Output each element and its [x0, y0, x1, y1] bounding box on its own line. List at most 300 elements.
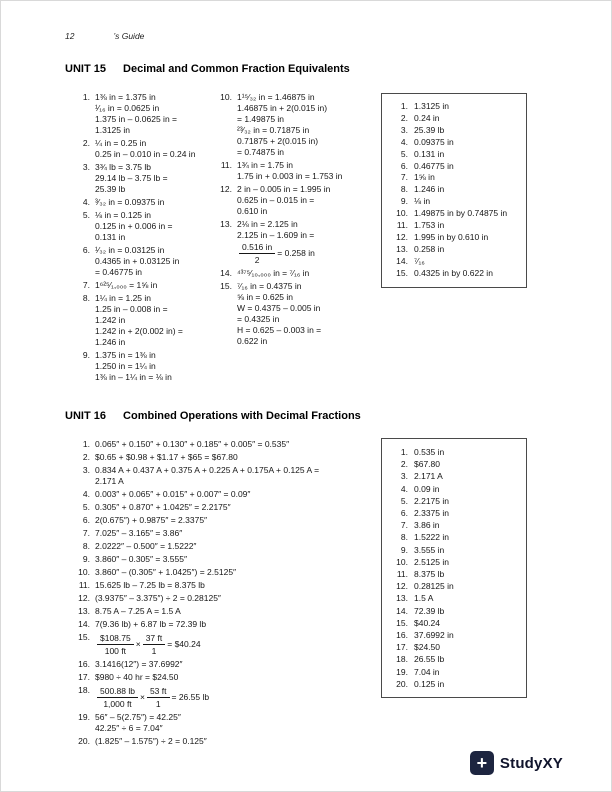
page-header	[65, 31, 144, 41]
item-number: 1.	[82, 92, 90, 102]
fraction: $\frac{0.516 in}{2}$	[239, 242, 275, 265]
unit15-work-column-1	[73, 92, 219, 385]
work-line: 1.25 in – 0.008 in =	[95, 304, 168, 314]
item-lines	[95, 593, 379, 604]
unit15-answer-box	[381, 93, 527, 288]
answer-number: 1.	[400, 447, 408, 457]
work-item	[215, 160, 383, 182]
line-text: ×	[135, 639, 141, 649]
work-line: ¹⁄₁₆ in = 0.0625 in	[95, 103, 160, 113]
answer-row	[390, 113, 518, 125]
work-line: 2⅛ in = 2.125 in	[237, 219, 298, 229]
work-line	[95, 632, 379, 657]
answer-text: 0.131 in	[414, 148, 445, 159]
work-line: 2.171 A	[95, 476, 124, 486]
work-item	[73, 736, 379, 747]
answer-row	[390, 617, 518, 629]
item-number: 10.	[78, 567, 90, 577]
work-item	[215, 184, 383, 217]
work-line: 0.625 in – 0.015 in =	[237, 195, 315, 205]
work-line: 1.242 in	[95, 315, 126, 325]
work-line	[237, 241, 383, 266]
item-lines	[95, 502, 379, 513]
answer-number: 2.	[400, 459, 408, 470]
work-item	[73, 685, 379, 710]
work-line: ⁷⁄₁₆ in = 0.4375 in	[237, 281, 302, 291]
work-line: 1.375 in = 1⅜ in	[95, 350, 156, 360]
answer-text: 0.125 in	[414, 678, 445, 689]
answer-row	[390, 149, 518, 161]
work-item	[73, 659, 379, 670]
work-item	[73, 502, 379, 513]
answer-row	[390, 101, 518, 113]
item-lines	[95, 465, 379, 487]
work-line: 3.860″ – (0.305″ + 1.0425″) = 2.5125″	[95, 567, 237, 577]
answer-number: 15.	[396, 267, 408, 278]
answer-row	[390, 641, 518, 653]
item-number: 2.	[82, 138, 90, 148]
answer-text: 1.49875 in by 0.74875 in	[414, 208, 508, 219]
work-line: 1¾ in = 1.75 in	[237, 160, 294, 170]
item-lines	[95, 138, 219, 160]
answer-text: 0.24 in	[414, 112, 440, 123]
work-item	[73, 489, 379, 500]
answer-number: 11.	[396, 569, 408, 580]
item-number: 10.	[220, 92, 232, 102]
item-number: 5.	[82, 502, 90, 512]
work-item	[215, 268, 383, 279]
work-line: = 0.4325 in	[237, 314, 280, 324]
work-line: ⅝ in = 0.625 in	[237, 292, 294, 302]
item-lines	[95, 452, 379, 463]
work-line: 0.25 in – 0.010 in = 0.24 in	[95, 149, 196, 159]
work-line: $980 ÷ 40 hr = $24.50	[95, 672, 179, 682]
answer-number: 4.	[400, 483, 408, 494]
unit15-work-column-2	[215, 92, 383, 349]
unit16-label: UNIT 16	[65, 410, 106, 422]
work-line: 2 in – 0.005 in = 1.995 in	[237, 184, 331, 194]
answer-row	[390, 556, 518, 568]
work-item	[73, 606, 379, 617]
work-item	[73, 567, 379, 578]
item-number: 19.	[78, 712, 90, 722]
work-item	[73, 280, 219, 291]
work-line: 0.125 in + 0.006 in =	[95, 221, 173, 231]
work-line: 2.125 in – 1.609 in =	[237, 230, 315, 240]
work-item	[73, 554, 379, 565]
work-line: 2.0222″ – 0.500″ = 1.5222″	[95, 541, 197, 551]
item-lines	[95, 489, 379, 500]
item-lines	[95, 92, 219, 136]
item-lines	[95, 659, 379, 670]
work-line: 3¾ lb = 3.75 lb	[95, 162, 152, 172]
item-lines	[95, 541, 379, 552]
item-number: 4.	[82, 197, 90, 207]
item-lines	[95, 293, 219, 348]
work-line: 1.242 in + 2(0.002 in) =	[95, 326, 183, 336]
item-lines	[95, 350, 219, 383]
answer-row	[390, 483, 518, 495]
work-item	[73, 452, 379, 463]
work-line: = 1.49875 in	[237, 114, 285, 124]
answer-number: 3.	[400, 124, 408, 135]
work-item	[73, 541, 379, 552]
item-lines	[95, 245, 219, 278]
work-line: 1¼ in = 1.25 in	[95, 293, 152, 303]
unit15-title	[65, 63, 350, 75]
answer-number: 9.	[400, 544, 408, 555]
answer-number: 15.	[396, 617, 408, 628]
work-line: = 0.46775 in	[95, 267, 143, 277]
answer-number: 10.	[396, 208, 408, 219]
work-line: 0.065″ + 0.150″ + 0.130″ + 0.185″ + 0.005″ = 0.535″	[95, 439, 290, 449]
answer-text: 3.555 in	[414, 544, 445, 555]
item-lines	[95, 619, 379, 630]
answer-number: 14.	[396, 255, 408, 266]
answer-row	[390, 184, 518, 196]
answer-row	[390, 172, 518, 184]
line-text: ×	[139, 692, 145, 702]
answer-row	[390, 580, 518, 592]
item-lines	[95, 606, 379, 617]
work-line: ⁴³⁷⁵⁄₁₀,₀₀₀ in = ⁷⁄₁₆ in	[237, 268, 310, 278]
item-number: 1.	[82, 439, 90, 449]
work-line: (1.825″ – 1.575″) ÷ 2 = 0.125″	[95, 736, 207, 746]
item-lines	[237, 92, 383, 158]
answer-row	[390, 507, 518, 519]
item-number: 14.	[220, 268, 232, 278]
item-number: 3.	[82, 465, 90, 475]
answer-row	[390, 196, 518, 208]
item-lines	[237, 160, 383, 182]
work-line: 7.025″ – 3.165″ = 3.86″	[95, 528, 183, 538]
work-line: 3.860″ – 0.305″ = 3.555″	[95, 554, 187, 564]
item-number: 7.	[82, 528, 90, 538]
work-line: 0.834 A + 0.437 A + 0.375 A + 0.225 A + 0.175A + 0.125 A =	[95, 465, 320, 475]
work-line: 1⁶²⁵⁄₁,₀₀₀ = 1⅝ in	[95, 280, 158, 290]
work-item	[73, 210, 219, 243]
answer-number: 10.	[396, 556, 408, 567]
work-line: 15.625 lb – 7.25 lb = 8.375 lb	[95, 580, 205, 590]
work-item	[73, 632, 379, 657]
answer-number: 5.	[400, 495, 408, 506]
answer-number: 7.	[400, 520, 408, 531]
answer-number: 17.	[396, 642, 408, 653]
answer-text: 25.39 lb	[414, 124, 445, 135]
item-lines	[95, 439, 379, 450]
item-lines	[95, 197, 219, 208]
work-line	[95, 685, 379, 710]
item-number: 9.	[82, 350, 90, 360]
answer-row	[390, 256, 518, 268]
item-lines	[95, 515, 379, 526]
answer-text: 0.258 in	[414, 243, 445, 254]
answer-row	[390, 268, 518, 280]
work-line: (3.9375″ – 3.375″) ÷ 2 = 0.28125″	[95, 593, 221, 603]
plus-icon: +	[470, 751, 494, 775]
answer-text: 2.5125 in	[414, 556, 449, 567]
item-number: 15.	[220, 281, 232, 291]
item-lines	[95, 712, 379, 734]
answer-text: 37.6992 in	[414, 630, 454, 641]
work-line: 1¹⁵⁄₃₂ in = 1.46875 in	[237, 92, 315, 102]
unit15-label: UNIT 15	[65, 63, 106, 75]
work-line: 56″ – 5(2.75″) = 42.25″	[95, 712, 181, 722]
answer-row	[390, 653, 518, 665]
work-line: ³⁄₃₂ in = 0.09375 in	[95, 197, 165, 207]
answer-row	[390, 446, 518, 458]
answer-number: 8.	[400, 532, 408, 543]
work-item	[215, 281, 383, 347]
answer-text: ⅛ in	[414, 196, 431, 207]
work-item	[73, 580, 379, 591]
item-lines	[95, 580, 379, 591]
answer-number: 2.	[400, 112, 408, 123]
work-line: 29.14 lb – 3.75 lb =	[95, 173, 168, 183]
work-item	[73, 439, 379, 450]
work-item	[73, 465, 379, 487]
item-number: 17.	[78, 672, 90, 682]
work-line: 1.246 in	[95, 337, 126, 347]
fraction: $\frac{53 ft}{1}$	[147, 686, 170, 709]
work-line: 7(9.36 lb) + 6.87 lb = 72.39 lb	[95, 619, 207, 629]
answer-row	[390, 125, 518, 137]
answer-text: 1.3125 in	[414, 101, 449, 111]
work-item	[215, 92, 383, 158]
item-number: 8.	[82, 541, 90, 551]
item-number: 16.	[78, 659, 90, 669]
answer-number: 5.	[400, 148, 408, 159]
work-item	[73, 515, 379, 526]
answer-text: 7.04 in	[414, 666, 440, 677]
answer-row	[390, 544, 518, 556]
studyxy-logo	[470, 751, 563, 775]
answer-row	[390, 666, 518, 678]
item-number: 3.	[82, 162, 90, 172]
work-line: 0.610 in	[237, 206, 268, 216]
unit16-answer-box	[381, 438, 527, 698]
work-line: 0.003″ + 0.065″ + 0.015″ + 0.007″ = 0.09″	[95, 489, 251, 499]
work-line: H = 0.625 – 0.003 in =	[237, 325, 322, 335]
work-line: ¹⁄₃₂ in = 0.03125 in	[95, 245, 165, 255]
work-item	[73, 619, 379, 630]
work-item	[73, 672, 379, 683]
answer-row	[390, 519, 518, 531]
item-lines	[95, 554, 379, 565]
answer-row	[390, 495, 518, 507]
work-item	[73, 138, 219, 160]
work-item	[73, 293, 219, 348]
answer-number: 12.	[396, 231, 408, 242]
work-line: = 0.74875 in	[237, 147, 285, 157]
item-lines	[237, 184, 383, 217]
answer-text: 1.753 in	[414, 220, 445, 231]
answer-text: 26.55 lb	[414, 654, 445, 665]
work-line: 3.1416(12″) = 37.6992″	[95, 659, 183, 669]
answer-text: ⁷⁄₁₆	[414, 255, 425, 266]
work-line: 0.4365 in + 0.03125 in	[95, 256, 180, 266]
line-text: = 0.258 in	[277, 248, 315, 258]
answer-row	[390, 592, 518, 604]
work-line: 8.75 A – 7.25 A = 1.5 A	[95, 606, 181, 616]
unit16-work-column	[73, 439, 379, 749]
work-line: 0.622 in	[237, 336, 268, 346]
item-number: 18.	[78, 685, 90, 695]
answer-text: 2.3375 in	[414, 508, 449, 519]
work-line: 1⅜ in = 1.375 in	[95, 92, 156, 102]
answer-row	[390, 568, 518, 580]
answer-text: 1⅝ in	[414, 172, 435, 183]
answer-number: 6.	[400, 160, 408, 171]
item-number: 6.	[82, 515, 90, 525]
item-lines	[95, 567, 379, 578]
item-number: 2.	[82, 452, 90, 462]
item-number: 9.	[82, 554, 90, 564]
answer-number: 13.	[396, 243, 408, 254]
item-number: 11.	[220, 160, 232, 170]
work-line: 0.131 in	[95, 232, 126, 242]
answer-text: 72.39 lb	[414, 605, 445, 616]
answer-number: 14.	[396, 605, 408, 616]
answer-text: 1.5 A	[414, 593, 434, 604]
item-lines	[95, 280, 219, 291]
unit16-subtitle: Combined Operations with Decimal Fractions	[123, 410, 361, 422]
answer-number: 3.	[400, 471, 408, 482]
line-text: = $40.24	[167, 639, 201, 649]
answer-number: 8.	[400, 184, 408, 195]
answer-row	[390, 161, 518, 173]
item-lines	[95, 672, 379, 683]
answer-text: 0.28125 in	[414, 581, 454, 592]
answer-text: 0.09 in	[414, 483, 440, 494]
answer-number: 11.	[396, 220, 408, 231]
work-item	[73, 92, 219, 136]
answer-row	[390, 232, 518, 244]
answer-text: 0.4325 in by 0.622 in	[414, 267, 493, 278]
work-item	[73, 712, 379, 734]
item-number: 11.	[78, 580, 90, 590]
item-number: 6.	[82, 245, 90, 255]
item-number: 15.	[78, 632, 90, 642]
answer-text: 2.171 A	[414, 471, 443, 482]
work-line: 1.250 in = 1¼ in	[95, 361, 156, 371]
work-item	[215, 219, 383, 266]
work-item	[73, 245, 219, 278]
answer-row	[390, 244, 518, 256]
fraction: $\frac{37 ft}{1}$	[143, 633, 166, 656]
line-text: = 26.55 lb	[171, 692, 210, 702]
work-item	[73, 197, 219, 208]
work-item	[73, 162, 219, 195]
answer-text: 8.375 lb	[414, 569, 445, 580]
item-lines	[95, 162, 219, 195]
header-title: ’s Guide	[113, 31, 145, 41]
work-line: W = 0.4375 – 0.005 in	[237, 303, 321, 313]
brand-name: StudyXY	[499, 754, 563, 772]
fraction: $\frac{500.88 lb}{1,000 ft}$	[97, 686, 138, 709]
item-number: 7.	[82, 280, 90, 290]
answer-number: 13.	[396, 593, 408, 604]
item-lines	[95, 736, 379, 747]
answer-text: 1.246 in	[414, 184, 445, 195]
answer-number: 18.	[396, 654, 408, 665]
answer-row	[390, 629, 518, 641]
answer-text: $67.80	[414, 459, 440, 470]
unit15-subtitle: Decimal and Common Fraction Equivalents	[123, 63, 350, 75]
answer-row	[390, 208, 518, 220]
item-number: 14.	[78, 619, 90, 629]
answer-number: 12.	[396, 581, 408, 592]
item-number: 12.	[220, 184, 232, 194]
answer-text: $40.24	[414, 617, 440, 628]
work-item	[73, 350, 219, 383]
answer-row	[390, 137, 518, 149]
answer-number: 19.	[396, 666, 408, 677]
item-number: 4.	[82, 489, 90, 499]
work-line: 42.25″ ÷ 6 = 7.04″	[95, 723, 163, 733]
work-line: 1.3125 in	[95, 125, 130, 135]
unit16-title	[65, 410, 361, 422]
work-line: $0.65 + $0.98 + $1.17 + $65 = $67.80	[95, 452, 238, 462]
item-number: 20.	[78, 736, 90, 746]
answer-row	[390, 605, 518, 617]
answer-number: 20.	[396, 678, 408, 689]
answer-text: 0.535 in	[414, 447, 445, 457]
item-lines	[237, 219, 383, 266]
work-line: ¼ in = 0.25 in	[95, 138, 147, 148]
answer-number: 4.	[400, 136, 408, 147]
item-lines	[95, 528, 379, 539]
work-item	[73, 528, 379, 539]
answer-text: 1.5222 in	[414, 532, 449, 543]
item-lines	[237, 268, 383, 279]
answer-row	[390, 531, 518, 543]
answer-text: 2.2175 in	[414, 495, 449, 506]
answer-text: $24.50	[414, 642, 440, 653]
item-lines	[95, 632, 379, 657]
answer-row	[390, 220, 518, 232]
answer-number: 9.	[400, 196, 408, 207]
answer-number: 16.	[396, 630, 408, 641]
work-line: ²³⁄₃₂ in = 0.71875 in	[237, 125, 310, 135]
answer-number: 1.	[400, 101, 408, 111]
item-number: 13.	[220, 219, 232, 229]
answer-number: 6.	[400, 508, 408, 519]
work-line: 1.375 in – 0.0625 in =	[95, 114, 177, 124]
work-line: 25.39 lb	[95, 184, 126, 194]
work-line: 1.75 in + 0.003 in = 1.753 in	[237, 171, 343, 181]
answer-number: 7.	[400, 172, 408, 183]
item-number: 8.	[82, 293, 90, 303]
answer-row	[390, 678, 518, 690]
answer-text: 0.09375 in	[414, 136, 454, 147]
work-line: 2(0.675″) + 0.9875″ = 2.3375″	[95, 515, 208, 525]
answer-row	[390, 458, 518, 470]
work-line: 0.305″ + 0.870″ + 1.0425″ = 2.2175″	[95, 502, 231, 512]
item-number: 12.	[78, 593, 90, 603]
work-line: ⅛ in = 0.125 in	[95, 210, 152, 220]
work-item	[73, 593, 379, 604]
item-lines	[95, 685, 379, 710]
page-number: 12	[65, 31, 75, 41]
item-lines	[95, 210, 219, 243]
work-line: 1.46875 in + 2(0.015 in)	[237, 103, 328, 113]
work-line: 1⅜ in – 1¼ in = ⅛ in	[95, 372, 172, 382]
work-line: 0.71875 + 2(0.015 in)	[237, 136, 319, 146]
item-number: 13.	[78, 606, 90, 616]
answer-text: 3.86 in	[414, 520, 440, 531]
answer-text: 1.995 in by 0.610 in	[414, 231, 489, 242]
